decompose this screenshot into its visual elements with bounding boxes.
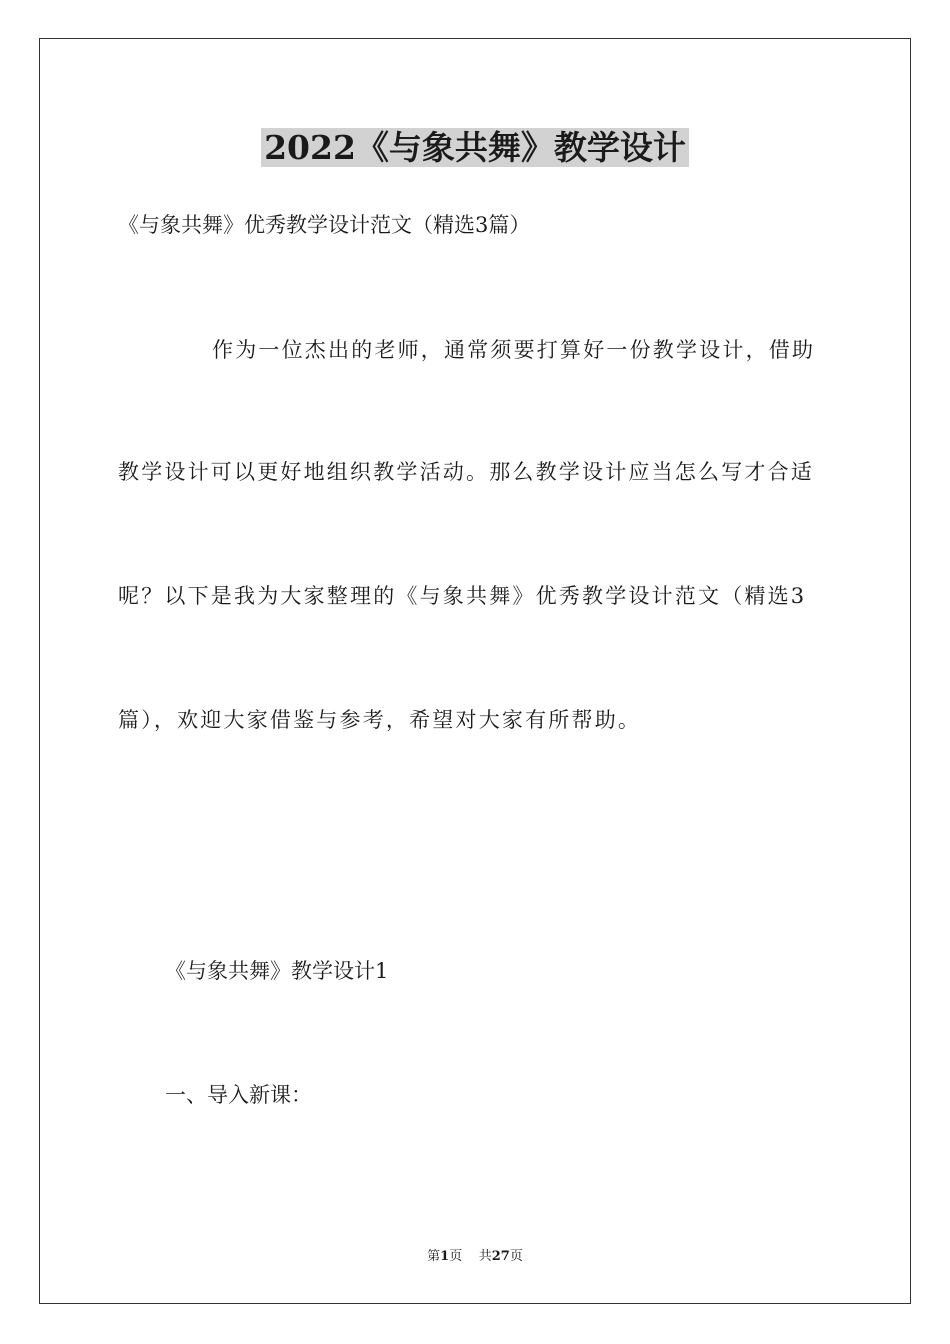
intro-line-3: 呢？以下是我为大家整理的《与象共舞》优秀教学设计范文（精选3 xyxy=(118,584,807,608)
footer-total-suffix: 页 xyxy=(509,1249,523,1264)
document-subtitle: 《与象共舞》优秀教学设计范文（精选3篇） xyxy=(118,213,531,237)
footer-total-prefix: 共 xyxy=(478,1249,492,1264)
footer-page-number: 1 xyxy=(440,1249,450,1264)
page-footer xyxy=(0,1248,950,1266)
section-heading: 《与象共舞》教学设计1 xyxy=(165,959,389,983)
footer-page-suffix: 页 xyxy=(449,1249,463,1264)
subsection-heading: 一、导入新课： xyxy=(165,1083,312,1107)
intro-line-1: 作为一位杰出的老师，通常须要打算好一份教学设计，借助 xyxy=(212,338,816,362)
footer-total-pages: 27 xyxy=(491,1249,510,1264)
footer-prefix: 第 xyxy=(427,1249,441,1264)
document-title-text: 2022《与象共舞》教学设计 xyxy=(261,128,689,167)
document-title xyxy=(0,126,950,170)
intro-line-4: 篇），欢迎大家借鉴与参考，希望对大家有所帮助。 xyxy=(118,708,642,732)
intro-line-2: 教学设计可以更好地组织教学活动。那么教学设计应当怎么写才合适 xyxy=(118,460,814,484)
